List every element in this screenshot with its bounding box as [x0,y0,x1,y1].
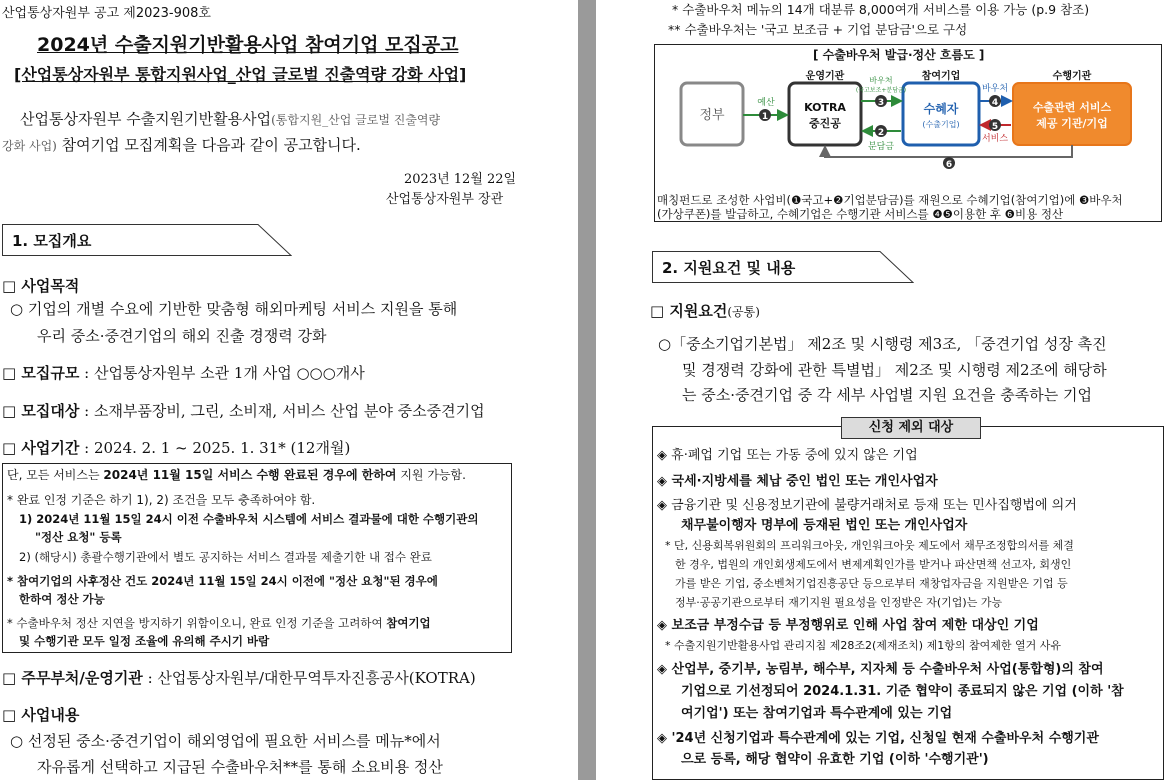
government-label: 정부 [699,108,725,123]
criteria-line-1: 단, 모든 서비스는 2024년 11월 15일 서비스 수행 완료된 경우에 한하여 지원 가능함. [7,468,466,482]
kotra-label: KOTRA [804,101,846,114]
exclusion-6: ◈ '24년 신청기업과 특수관계에 있는 기업, 신청일 현재 수출바우처 수행기관 [657,731,1099,746]
content-line-1: ○ 선정된 중소·중견기업이 해외영업에 필요한 서비스를 메뉴*에서 [10,732,441,750]
step-5: 5 [991,122,999,132]
requirement-heading: □ 지원요건(공통) [650,302,760,320]
announcement-date: 2023년 12월 22일 [404,172,517,187]
service-label-2: 제공 기관/기업 [1036,117,1108,130]
exclusion-note-2: 한 경우, 법원의 개인회생제도에서 변제계획인가를 받거나 파산면책 선고자, 회생인 [675,558,1072,571]
criteria-line-6: * 참여기업의 사후정산 건도 2024년 11월 15일 24시 이전에 "정산 요청"된 경우에 [7,574,438,588]
criteria-line-5: 2) (해당시) 총괄수행기관에서 별도 공지하는 서비스 결과물 제출기한 내 접수 완료 [19,550,432,564]
criteria-line-4: "정산 요청" 등록 [35,530,122,544]
exclusion-6b: 으로 등록, 해당 협약이 유효한 기업 (이하 '수행기관') [681,752,989,767]
voucher-label: 바우처 [869,76,893,85]
purpose-heading: □ 사업목적 [2,277,80,295]
step-4: 4 [991,98,999,108]
recipient-label: 수혜자 [923,102,959,116]
flow-desc-2: (가상쿠폰)를 발급하고, 수혜기업은 수행기관 서비스를 ❹❺이용한 후 ❻비용 정산 [657,207,1064,221]
kotra-box [789,83,861,145]
voucher2-label: 바우처 [981,84,1009,94]
requirement-line-3: 는 중소·중견기업 중 각 세부 사업별 지원 요건을 충족하는 기업 [682,386,1092,404]
exclusion-5c: 여기업') 또는 참여기업과 특수관계에 있는 기업 [681,706,953,721]
exclusion-note-4: 정부·공공기관으로부터 재기지원 필요성을 인정받은 자(기업)는 가능 [675,596,1003,609]
exclusion-1: ◈ 휴·폐업 기업 또는 가동 중에 있지 않은 기업 [657,448,918,463]
flow-desc-1: 매칭펀드로 조성한 사업비(❶국고+❷기업분담금)를 재원으로 수혜기업(참여기업)에 ❸바우처 [657,193,1123,207]
document-title: 2024년 수출지원기반활용사업 참여기업 모집공고 [37,34,459,56]
scale-row: □ 모집규모 : 산업통상자원부 소관 1개 사업 ○○○개사 [2,364,365,382]
voucher-composition-note: ** 수출바우처는 '국고 보조금 + 기업 분담금'으로 구성 [668,22,968,37]
exclusion-5b: 기업으로 기선정되어 2024.1.31. 기준 협약이 종료되지 않은 기업 (이하 '참 [681,684,1124,699]
document-subtitle: [산업통상자원부 통합지원사업_산업 글로벌 진출역량 강화 사업] [14,65,467,84]
criteria-line-3: 1) 2024년 11월 15일 24시 이전 수출바우처 시스템에 서비스 결과물에 대한 수행기관의 [19,512,479,526]
completion-criteria-box [2,463,512,653]
exclusion-title: 신청 제외 대상 [841,417,981,439]
voucher-sub-label: (국고보조+분담금) [855,87,907,94]
section-2-title: 2. 지원요건 및 내용 [662,259,796,277]
criteria-line-7: 한하여 정산 가능 [19,592,105,606]
purpose-line-1: ○ 기업의 개별 수요에 기반한 맞춤형 해외마케팅 서비스 지원을 통해 [10,300,458,318]
requirement-line-1: ○「중소기업기본법」 제2조 및 시행령 제3조, 「중견기업 성장 촉진 [658,335,1107,353]
service-label-1: 수출관련 서비스 [1032,101,1112,114]
intro-line-1: 산업통상자원부 수출지원기반활용사업(통합지원_산업 글로벌 진출역량 [20,110,441,128]
exclusion-3: ◈ 금융기관 및 신용정보기관에 불량거래처로 등재 또는 민사집행법에 의거 [657,498,1077,513]
purpose-line-2: 우리 중소·중견기업의 해외 진출 경쟁력 강화 [37,327,327,345]
operator-label: 운영기관 [805,71,845,82]
share-label: 분담금 [867,142,895,152]
section-1-title: 1. 모집개요 [12,232,92,250]
participant-label: 참여기업 [921,71,961,82]
menu-note: * 수출바우처 메뉴의 14개 대분류 8,000여개 서비스를 이용 가능 (p.9 참조) [672,2,1090,17]
service-provider-box [1013,83,1131,145]
budget-label: 예산 [757,98,775,108]
exclusion-5: ◈ 산업부, 중기부, 농림부, 해수부, 지자체 등 수출바우처 사업(통합형)의 참여 [657,662,1104,677]
exclusion-note-3: 가를 받은 기업, 중소벤처기업진흥공단 등으로부터 재창업자금을 지원받은 기업 등 [675,577,1068,590]
content-heading: □ 사업내용 [2,706,80,724]
flow-graphic [655,45,1161,185]
section-2-header [652,251,914,283]
criteria-line-9: 및 수행기관 모두 일정 조율에 유의해 주시기 바람 [19,634,270,648]
service-flow-label: 서비스 [981,134,1009,144]
exclusion-box [652,420,1164,780]
step-6: 6 [945,160,953,170]
exclusion-3b: 채무불이행자 명부에 등재된 법인 또는 개인사업자 [681,518,968,533]
step-1: 1 [761,112,769,122]
exclusion-note-1: * 단, 신용회복위원회의 프리워크아웃, 개인워크아웃 제도에서 채무조정합의서를 체결 [665,539,1074,552]
announcement-number: 산업통상자원부 공고 제2023-908호 [2,6,211,21]
exclusion-note-5: * 수출지원기반활용사업 관리지침 제28조2(제재조치) 제1항의 참여제한 열거 사유 [665,639,1061,652]
target-row: □ 모집대상 : 소재부품장비, 그린, 소비재, 서비스 산업 분야 중소중견기업 [2,402,485,420]
intro-line-2: 강화 사업) 참여기업 모집계획을 다음과 같이 공고합니다. [2,136,361,154]
exclusion-4: ◈ 보조금 부정수급 등 부정행위로 인해 사업 참여 제한 대상인 기업 [657,618,1039,633]
period-row: □ 사업기간 : 2024. 2. 1 ~ 2025. 1. 31* (12개월) [2,439,351,457]
settlement-arrow [825,145,1072,157]
announcement-signer: 산업통상자원부 장관 [386,192,504,207]
criteria-line-2: * 완료 인정 기준은 하기 1), 2) 조건을 모두 충족하여야 함. [7,493,316,507]
left-page [0,0,578,780]
sbc-label: 중진공 [809,117,841,130]
recipient-sub-label: (수출기업) [922,120,960,129]
flow-title: [ 수출바우처 발급·정산 흐름도 ] [813,48,985,62]
requirement-line-2: 및 경쟁력 강화에 관한 특별법」 제2조 및 시행령 제2조에 해당하 [682,361,1107,379]
content-line-2: 자유롭게 선택하고 지급된 수출바우처**를 통해 소요비용 정산 [37,758,443,776]
voucher-flow-diagram [654,44,1162,222]
right-page [596,0,1166,780]
step-2: 2 [877,128,885,138]
organization-row: □ 주무부처/운영기관 : 산업통상자원부/대한무역투자진흥공사(KOTRA) [2,669,476,687]
step-3: 3 [877,98,885,108]
performer-label: 수행기관 [1052,71,1092,82]
exclusion-2: ◈ 국세·지방세를 체납 중인 법인 또는 개인사업자 [657,474,938,489]
criteria-line-8: * 수출바우처 정산 지연을 방지하기 위함이오니, 완료 인정 기준을 고려하여 참여기업 [7,616,431,630]
section-1-header [2,224,292,256]
